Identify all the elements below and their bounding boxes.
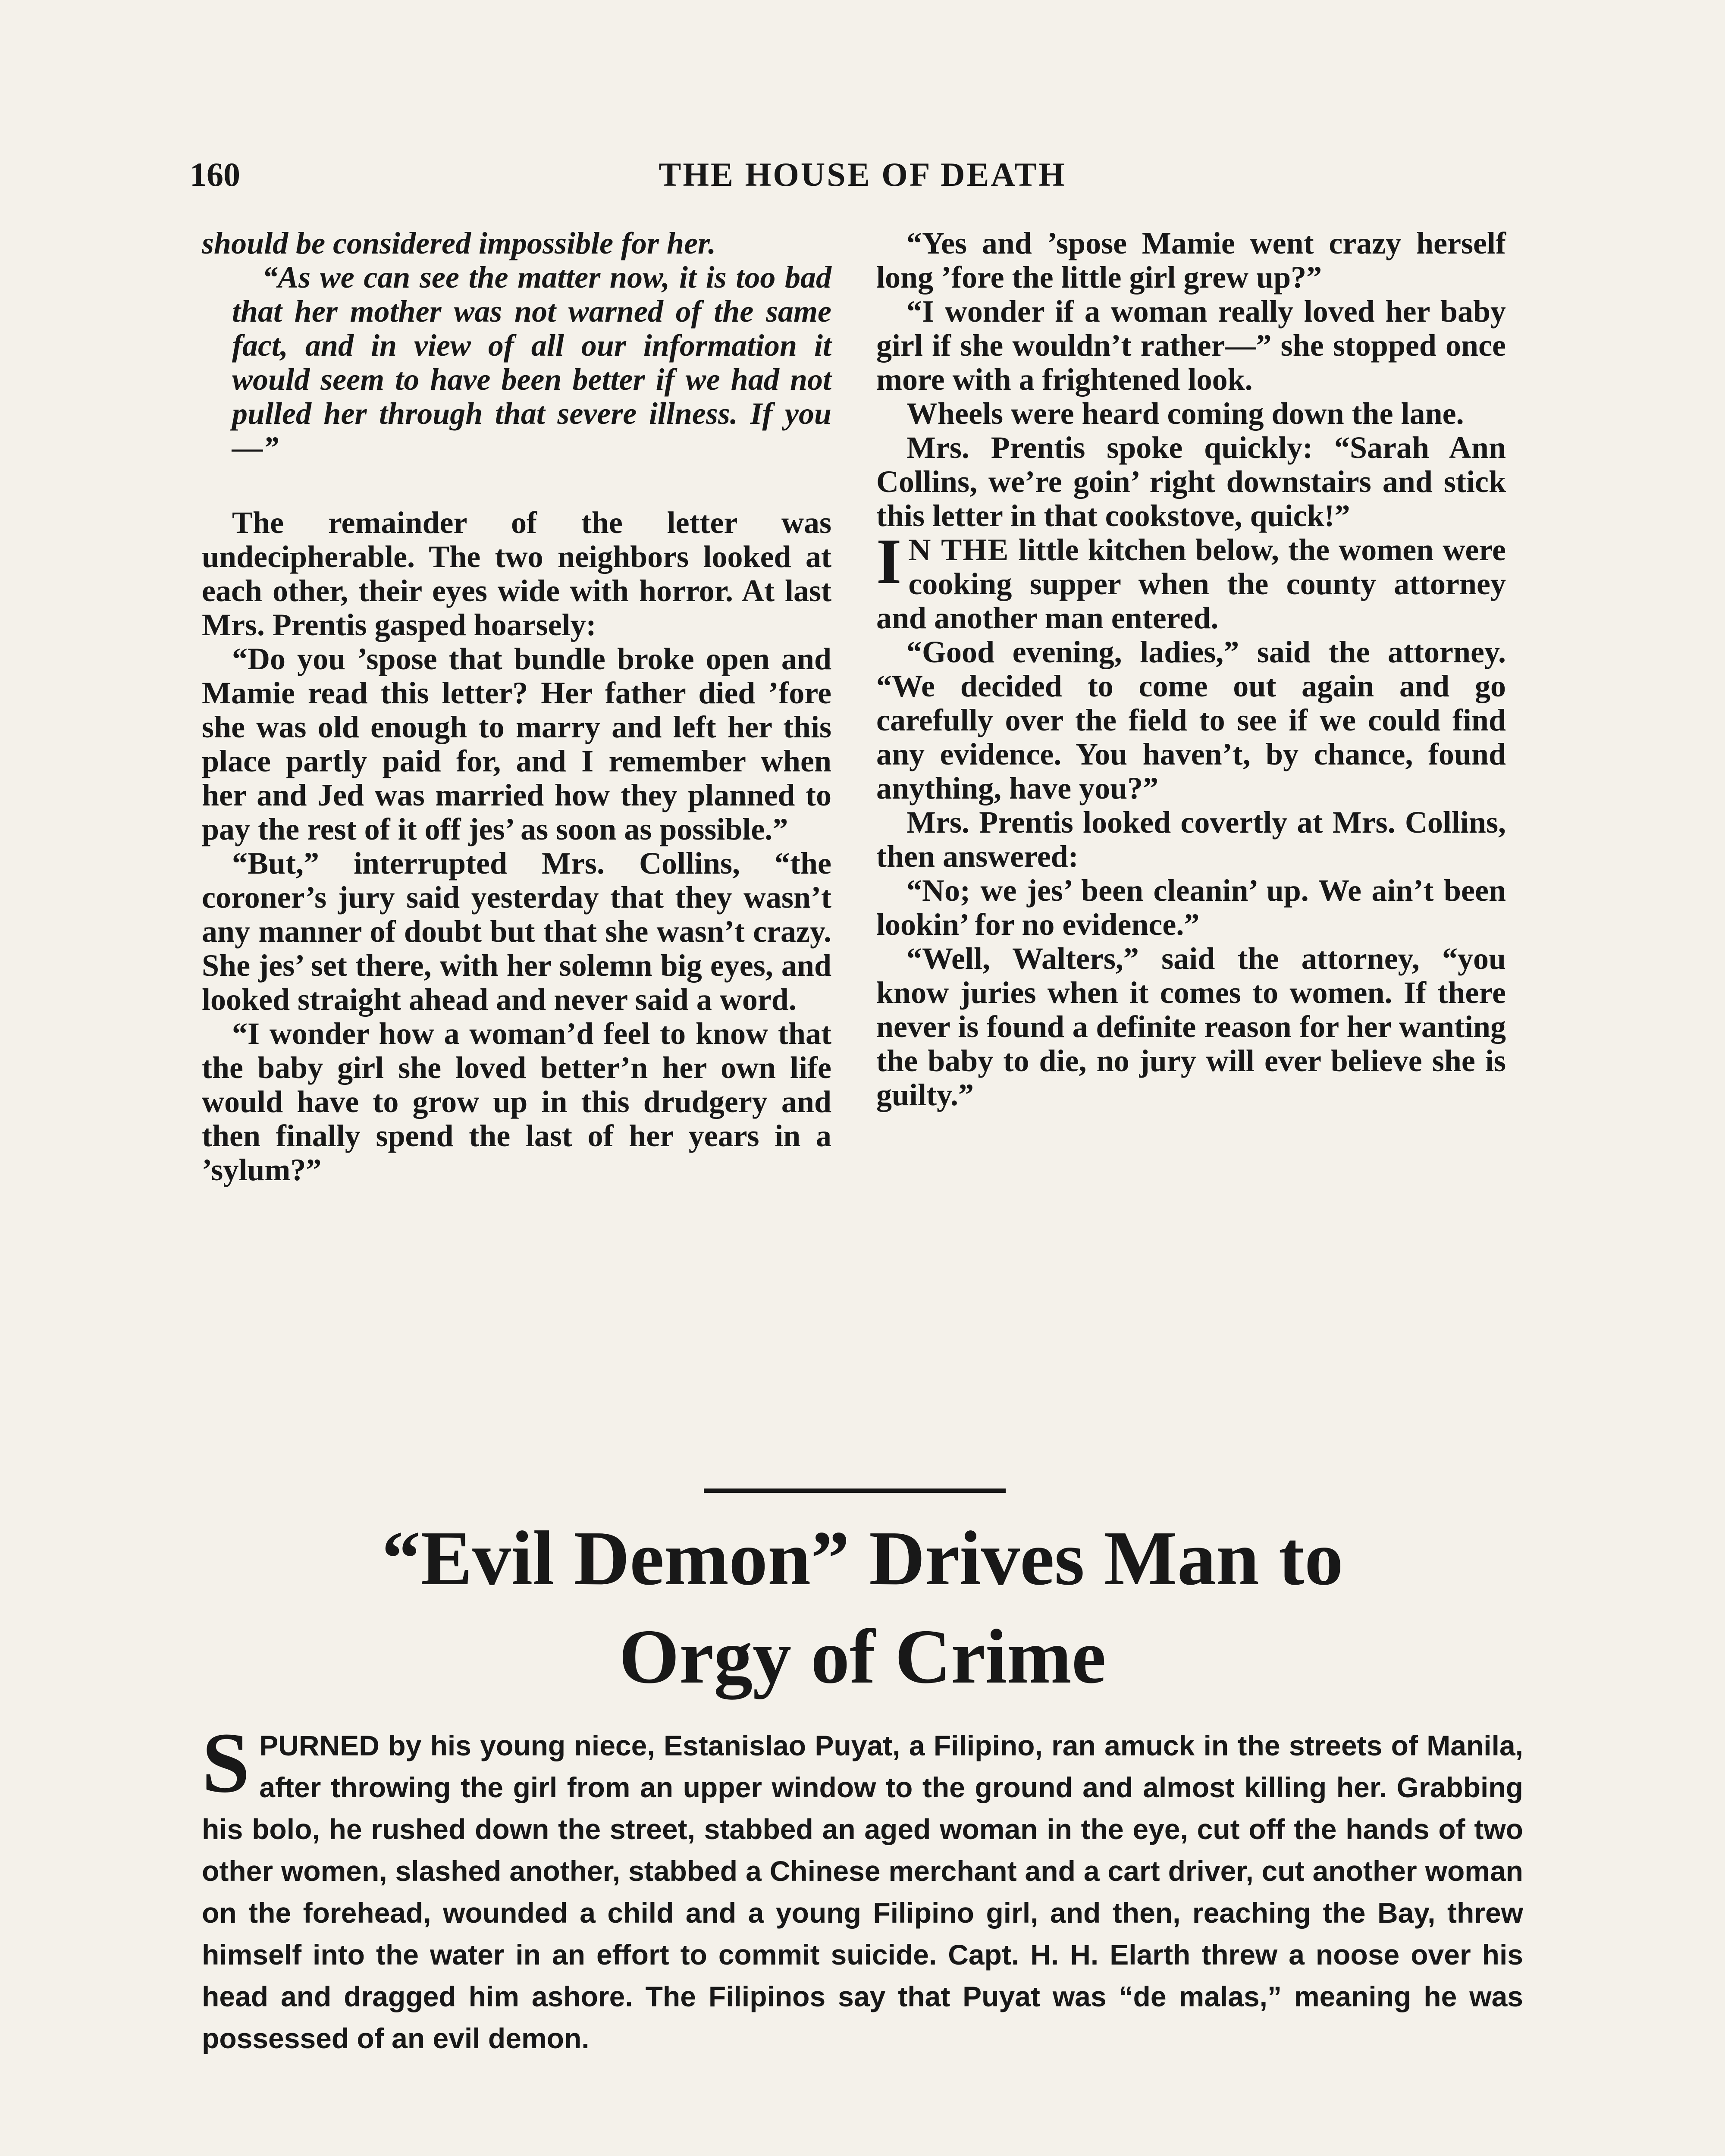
- section-lead-caps: N THE: [908, 533, 1010, 567]
- paragraph: “I wonder how a woman’d feel to know that the baby girl she loved better’n her own life would have to grow up in this drudgery and then finally spend the last of her years in a ’sylum?”: [202, 1016, 831, 1187]
- headline-line: “Evil Demon” Drives Man to: [382, 1515, 1343, 1601]
- section-first-text: little kitchen below, the women were cooking supper when the county attorney and another man entered.: [876, 533, 1506, 635]
- paragraph: “Good evening, ladies,” said the attorney. “We decided to come out again and go carefully over the field to see if we could find any evidence. You haven’t, by chance, found anything, have you?”: [876, 635, 1506, 805]
- paragraph: Wheels were heard coming down the lane.: [906, 396, 1464, 431]
- paragraph: “Yes and ’spose Mamie went crazy herself long ’fore the little girl grew up?”: [876, 226, 1506, 295]
- section-dropcap: I: [876, 526, 902, 597]
- paragraph: “I wonder if a woman really loved her baby girl if she wouldn’t rather—” she stopped once more with a frightened look.: [876, 294, 1506, 397]
- paragraph: “But,” interrupted Mrs. Collins, “the coroner’s jury said yesterday that they wasn’t any manner of doubt but that she wasn’t crazy. She jes’ set there, with her solemn big eyes, and looked straight ahead and never said a word.: [202, 846, 831, 1017]
- article-body: [202, 1715, 1523, 2059]
- paragraph: Mrs. Prentis looked covertly at Mrs. Collins, then answered:: [876, 805, 1506, 874]
- article-text: PURNED by his young niece, Estanislao Puyat, a Filipino, ran amuck in the streets of Manila, after throwing the girl from an upper window to the ground and almost killing her. Grabbing his bolo, he rushed down the street, stabbed an aged woman in the eye, cut off the hands of two other women, slashed another, stabbed a Chinese merchant and a cart driver, cut another woman on the forehead, wounded a child and a young Filipino girl, and then, reaching the Bay, threw himself into the water in an effort to commit suicide. Capt. H. H. Elarth threw a noose over his head and dragged him ashore. The Filipinos say that Puyat was “de malas,” meaning he was possessed of an evil demon.: [202, 1730, 1523, 2054]
- paragraph: The remainder of the letter was undecipherable. The two neighbors looked at each other, their eyes wide with horror. At last Mrs. Prentis gasped hoarsely:: [202, 505, 831, 642]
- article-dropcap: S: [202, 1715, 250, 1811]
- section-opening-paragraph: [876, 526, 1506, 635]
- paragraph: Mrs. Prentis spoke quickly: “Sarah Ann Collins, we’re goin’ right downstairs and stick this letter in that cookstove, quick!”: [876, 430, 1506, 533]
- paragraph: “Do you ’spose that bundle broke open and Mamie read this letter? Her father died ’fore she was old enough to marry and left her this place partly paid for, and I remember when her and Jed was married how they planned to pay the rest of it off jes’ as soon as possible.”: [202, 642, 831, 846]
- article-headline: [198, 1509, 1527, 1706]
- right-column: [876, 226, 1506, 1112]
- running-header: [190, 155, 1535, 198]
- story-columns: [202, 226, 1523, 1408]
- quoted-letter: [202, 226, 831, 465]
- paragraph: “Well, Walters,” said the attorney, “you know juries when it comes to women. If there never is found a definite reason for her wanting the baby to die, no jury will ever believe she is guilty.”: [876, 941, 1506, 1112]
- letter-line: “As we can see the matter now, it is too bad that her mother was not warned of the same fact, and in view of all our information it would seem to have been better if we had not pulled her through that severe illness. If you—”: [232, 260, 831, 465]
- paragraph: “No; we jes’ been cleanin’ up. We ain’t been lookin’ for no evidence.”: [876, 873, 1506, 942]
- separator-rule: [704, 1489, 1006, 1493]
- running-title: THE HOUSE OF DEATH: [659, 156, 1066, 193]
- left-column: [202, 226, 831, 1187]
- headline-line: Orgy of Crime: [619, 1614, 1106, 1699]
- page-number: 160: [190, 156, 240, 193]
- letter-line: should be considered impossible for her.: [202, 226, 716, 260]
